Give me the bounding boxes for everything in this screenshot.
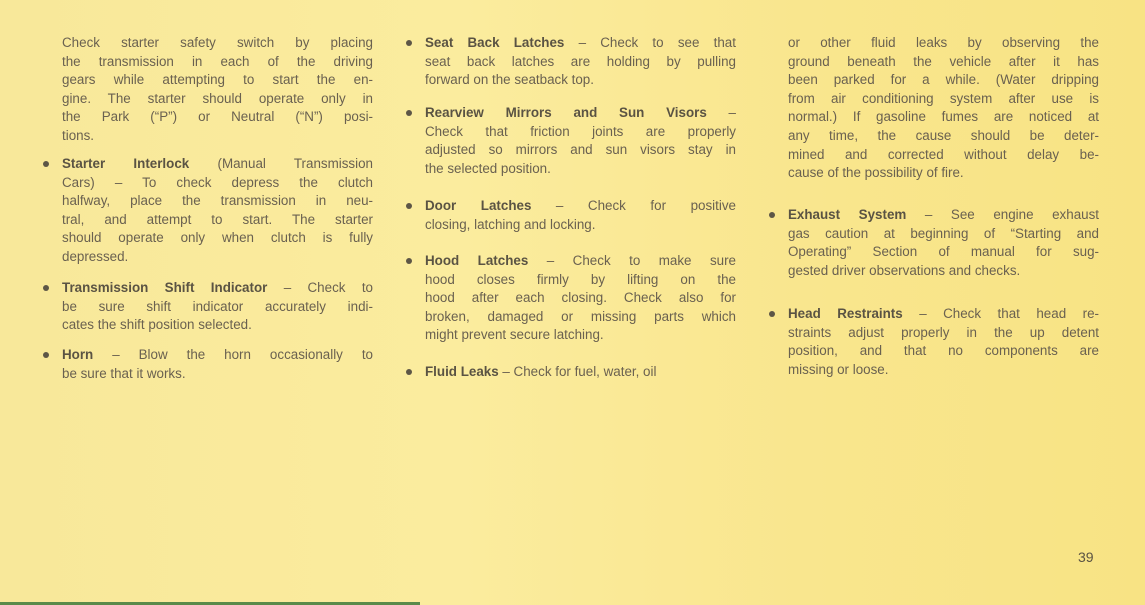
page-number: 39 <box>1078 549 1094 565</box>
item-heading: Starter Interlock <box>62 156 190 171</box>
item-lead-text: – Check to make sure <box>528 253 736 268</box>
item-text-line: Cars) – To check depress the clutch <box>62 174 373 190</box>
item-text-line: gas caution at beginning of “Starting and <box>788 225 1099 241</box>
item-text-line: should operate only when clutch is fully <box>62 230 373 246</box>
checklist-item <box>425 197 736 234</box>
item-text-line: the transmission in each of the driving <box>62 53 373 69</box>
item-text-line: the selected position. <box>425 160 551 176</box>
item-heading: Horn <box>62 347 94 362</box>
item-lead-text: – See engine exhaust <box>906 207 1100 222</box>
item-heading: Exhaust System <box>788 207 907 222</box>
item-first-line <box>788 206 1099 225</box>
item-text-line: gine. The starter should operate only in <box>62 90 373 106</box>
bullet-icon <box>43 352 49 358</box>
item-text-line: any time, the cause should be deter- <box>788 127 1099 143</box>
item-text-line: missing or loose. <box>788 361 889 377</box>
item-lead-text: (Manual Transmission <box>189 156 373 171</box>
item-text-line: Check starter safety switch by placing <box>62 35 373 50</box>
item-text-line: or other fluid leaks by observing the <box>788 35 1099 50</box>
checklist-item <box>425 252 736 345</box>
bullet-icon <box>406 258 412 264</box>
item-heading: Transmission Shift Indicator <box>62 280 268 295</box>
item-text-line: cates the shift position selected. <box>62 317 252 333</box>
bullet-icon <box>406 110 412 116</box>
item-first-line <box>788 305 1099 324</box>
item-text-line: be sure that it works. <box>62 365 186 381</box>
item-heading: Door Latches <box>425 198 532 213</box>
item-heading: Head Restraints <box>788 306 903 321</box>
item-lead-text: – Check to <box>267 280 373 295</box>
bullet-icon <box>406 40 412 46</box>
checklist-item <box>425 34 736 90</box>
item-heading: Seat Back Latches <box>425 35 565 50</box>
item-first-line <box>62 279 373 298</box>
item-first-line <box>62 155 373 174</box>
item-text-line: ground beneath the vehicle after it has <box>788 53 1099 69</box>
item-first-line <box>62 346 373 365</box>
item-text-line: normal.) If gasoline fumes are noticed at <box>788 109 1099 125</box>
item-text-line: position, and that no components are <box>788 343 1099 359</box>
item-text-line: seat back latches are holding by pulling <box>425 53 736 69</box>
item-lead-text: – Check that head re- <box>902 306 1099 321</box>
checklist-item <box>62 346 373 383</box>
item-text-line: depressed. <box>62 248 129 264</box>
item-heading: Fluid Leaks <box>425 364 499 379</box>
item-first-line <box>425 363 736 382</box>
item-text-line: mined and corrected without delay be- <box>788 146 1099 162</box>
checklist-item <box>425 363 736 382</box>
item-text-line: gested driver observations and checks. <box>788 262 1021 278</box>
item-first-line <box>425 104 736 123</box>
item-text-line: been parked for a while. (Water dripping <box>788 72 1099 88</box>
checklist-item <box>62 155 373 267</box>
item-text-line: be sure shift indicator accurately indi- <box>62 298 373 314</box>
item-lead-text: – <box>706 105 736 120</box>
item-text-line: gears while attempting to start the en- <box>62 72 373 88</box>
item-text-line: might prevent secure latching. <box>425 327 604 343</box>
item-text-line: forward on the seatback top. <box>425 72 594 88</box>
item-text-line: straints adjust properly in the up detent <box>788 324 1099 340</box>
item-first-line <box>425 34 736 53</box>
item-text-line: the Park (“P”) or Neutral (“N”) posi- <box>62 109 373 125</box>
item-text-line: from air conditioning system after use is <box>788 90 1099 106</box>
checklist-item <box>788 34 1099 183</box>
bullet-icon <box>43 161 49 167</box>
item-text-line: halfway, place the transmission in neu- <box>62 193 373 209</box>
item-text-line: adjusted so mirrors and sun visors stay in <box>425 142 736 158</box>
bullet-icon <box>769 212 775 218</box>
item-lead-text: – Blow the horn occasionally to <box>93 347 373 362</box>
item-lead-text: – Check to see that <box>564 35 736 50</box>
item-first-line <box>425 197 736 216</box>
item-text-line: tions. <box>62 127 95 143</box>
item-heading: Rearview Mirrors and Sun Visors <box>425 105 707 120</box>
item-text-line: broken, damaged or missing parts which <box>425 308 736 324</box>
checklist-item <box>62 279 373 335</box>
checklist-item <box>425 104 736 178</box>
item-text-line: Operating” Section of manual for sug- <box>788 244 1099 260</box>
bullet-icon <box>43 285 49 291</box>
item-text-line: Check that friction joints are properly <box>425 123 736 139</box>
bullet-icon <box>406 203 412 209</box>
item-text-line: cause of the possibility of fire. <box>788 165 964 181</box>
item-first-line <box>425 252 736 271</box>
item-text-line: hood after each closing. Check also for <box>425 290 736 306</box>
item-text-line: closing, latching and locking. <box>425 216 596 232</box>
bullet-icon <box>769 311 775 317</box>
item-lead-text: – Check for positive <box>531 198 736 213</box>
checklist-item <box>788 305 1099 379</box>
item-lead-text: – Check for fuel, water, oil <box>498 364 657 379</box>
item-text-line: tral, and attempt to start. The starter <box>62 211 373 227</box>
checklist-item <box>62 34 373 146</box>
checklist-item <box>788 206 1099 280</box>
item-heading: Hood Latches <box>425 253 529 268</box>
item-text-line: hood closes firmly by lifting on the <box>425 271 736 287</box>
bullet-icon <box>406 369 412 375</box>
